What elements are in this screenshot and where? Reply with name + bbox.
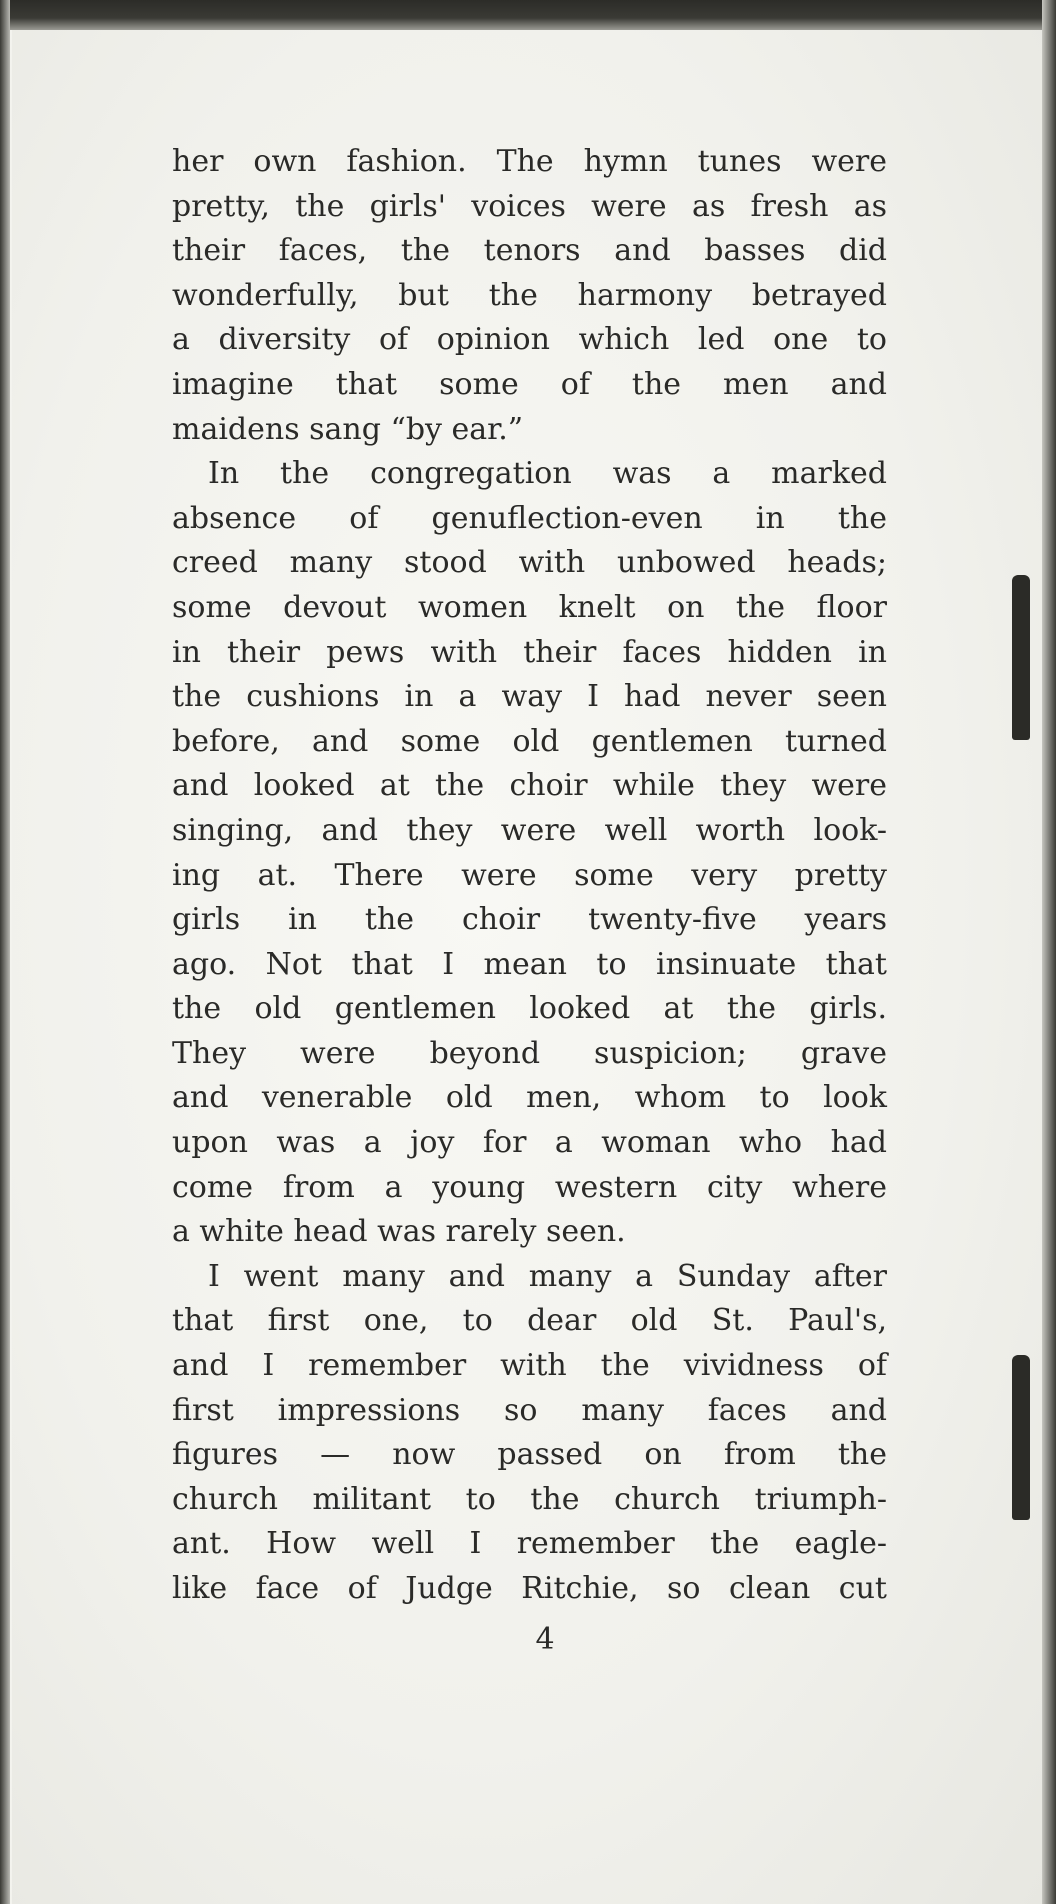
text-line: their faces, the tenors and basses did [172,233,887,269]
text-line: come from a young western city where [172,1169,887,1205]
text-line: wonderfully, but the harmony betrayed [172,277,887,313]
text-line: the cushions in a way I had never seen [172,679,887,715]
text-line: a white head was rarely seen. [172,1214,626,1250]
text-line: In the congregation was a marked [208,456,887,492]
binding-clip-mark-lower [1012,1355,1030,1520]
text-line: some devout women knelt on the floor [172,589,887,625]
scan-edge-left [0,0,10,1904]
page-number: 4 [535,1622,555,1657]
text-line: and venerable old men, whom to look [172,1080,887,1116]
text-line: girls in the choir twenty-five years [172,902,887,938]
body-text [172,140,887,1612]
text-line: first impressions so many faces and [172,1392,887,1428]
text-line: in their pews with their faces hidden in [172,634,887,670]
text-line: absence of genuflection-even in the [172,500,887,536]
text-line: imagine that some of the men and [172,366,887,402]
text-line: I went many and many a Sunday after [208,1258,887,1294]
text-line: a diversity of opinion which led one to [172,322,887,358]
scan-edge-top [0,0,1056,30]
text-line: figures — now passed on from the [172,1437,887,1473]
text-line: the old gentlemen looked at the girls. [172,991,887,1027]
binding-clip-mark-upper [1012,575,1030,740]
text-line: ing at. There were some very pretty [172,857,887,893]
text-line: before, and some old gentlemen turned [172,723,887,759]
text-line: ago. Not that I mean to insinuate that [172,946,887,982]
scan-edge-right [1042,0,1056,1904]
text-line: like face of Judge Ritchie, so clean cut [172,1571,887,1606]
text-line: They were beyond suspicion; grave [172,1035,887,1071]
text-line: singing, and they were well worth look- [172,812,887,848]
text-line: and looked at the choir while they were [172,768,887,804]
text-line: ant. How well I remember the eagle- [172,1526,887,1562]
text-line: pretty, the girls' voices were as fresh as [172,188,887,224]
text-line: maidens sang “by ear.” [172,411,524,447]
text-line: upon was a joy for a woman who had [172,1125,887,1161]
text-line: creed many stood with unbowed heads; [172,545,887,581]
text-line: and I remember with the vividness of [172,1348,887,1384]
text-line: that first one, to dear old St. Paul's, [172,1303,887,1339]
text-line: her own fashion. The hymn tunes were [172,144,887,179]
text-line: church militant to the church triumph- [172,1481,887,1517]
